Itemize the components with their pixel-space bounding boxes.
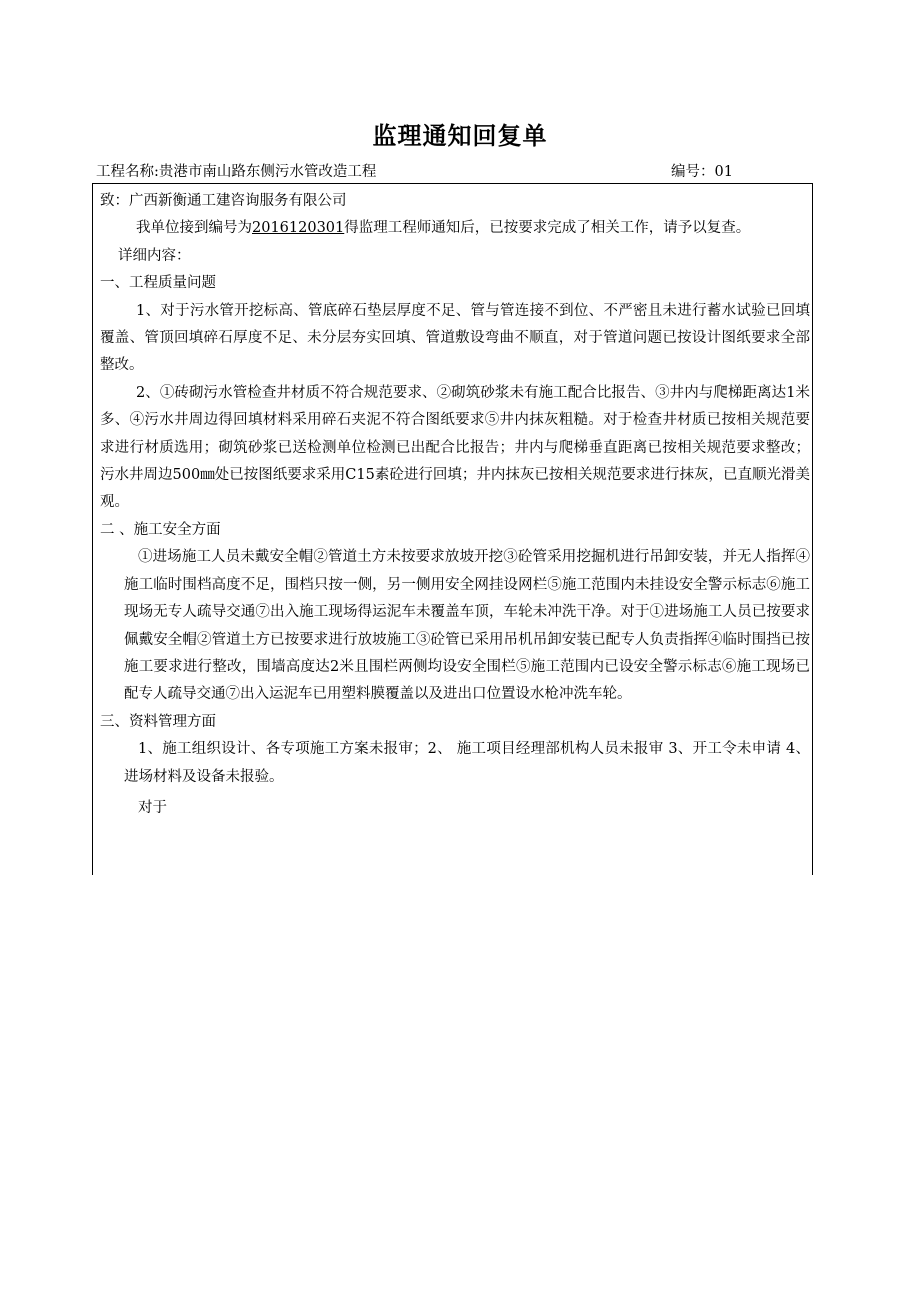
section-2-paragraph: ①进场施工人员未戴安全帽②管道土方未按要求放坡开挖③砼管采用挖掘机进行吊卸安装，并无人指挥④施工临时围档高度不足，围档只按一侧，另一侧用安全网挂设网栏⑤施工范围内未挂设安全警示标志⑥施工现场无专人疏导交通⑦出入施工现场得运泥车未覆盖车顶，车轮未冲洗干净。对于①进场施工人员已按要求佩戴安全帽②管道土方已按要求进行放坡施工③砼管已采用吊机吊卸安装已配专人负责指挥④临时围挡已按施工要求进行整改，围墙高度达2米且围栏两侧均设安全围栏⑤施工范围内已设安全警示标志⑥施工现场已配专人疏导交通⑦出入运泥车已用塑料膜覆盖以及进出口位置设水枪冲洗车轮。 xyxy=(124,549,810,703)
detail-label: 详细内容： xyxy=(118,247,191,264)
section-3-reply: 对于 xyxy=(138,799,167,816)
form-content xyxy=(100,188,810,822)
intro-before: 我单位接到编号为 xyxy=(136,220,252,237)
section-1-item-1: 1、对于污水管开挖标高、管底碎石垫层厚度不足、管与管连接不到位、不严密且未进行蓄水试验已回填覆盖、管顶回填碎石厚度不足、未分层夯实回填、管道敷设弯曲不顺直，对于管道问题已按设计图纸要求全部整改。 xyxy=(100,302,810,374)
intro-after: 得监理工程师通知后，已按要求完成了相关工作，请予以复查。 xyxy=(344,220,751,237)
notice-number: 2016120301 xyxy=(252,220,345,237)
page-title: 监理通知回复单 xyxy=(372,121,548,150)
intro-paragraph xyxy=(100,215,810,242)
section-3-title: 三、资料管理方面 xyxy=(100,713,216,730)
project-name: 工程名称:贵港市南山路东侧污水管改造工程 xyxy=(96,164,377,180)
section-1-title: 一、工程质量问题 xyxy=(100,275,216,292)
section-3-paragraph: 1、施工组织设计、各专项施工方案未报审；2、 施工项目经理部机构人员未报审 3、开工令未申请 4、进场材料及设备未报验。 xyxy=(124,741,810,785)
document-number: 编号：01 xyxy=(671,164,733,180)
addressee: 致：广西新衡通工建咨询服务有限公司 xyxy=(100,193,347,209)
header-info xyxy=(96,160,796,184)
section-1-item-2: 2、①砖砌污水管检查井材质不符合规范要求、②砌筑砂浆未有施工配合比报告、③井内与爬梯距离达1米多、④污水井周边得回填材料采用碎石夹泥不符合图纸要求⑤井内抹灰粗糙。对于检查井材质已按相关规范要求进行材质选用；砌筑砂浆已送检测单位检测已出配合比报告；井内与爬梯垂直距离已按相关规范要求整改；污水井周边500㎜处已按图纸要求采用C15素砼进行回填；井内抹灰已按相关规范要求进行抹灰，已直顺光滑美观。 xyxy=(100,384,810,511)
section-2-title: 二 、施工安全方面 xyxy=(100,521,221,538)
